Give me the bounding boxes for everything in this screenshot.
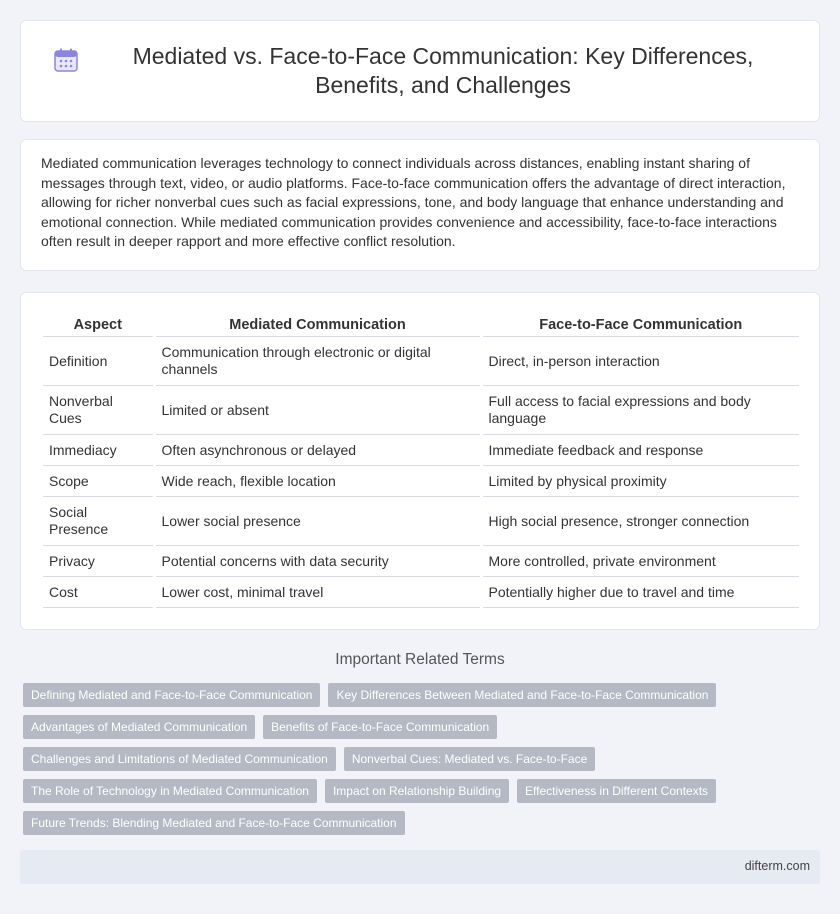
- header-aspect: Aspect: [43, 311, 154, 337]
- row-mediated: Potential concerns with data security: [154, 546, 481, 577]
- site-name[interactable]: difterm.com: [744, 859, 810, 873]
- row-aspect: Cost: [43, 577, 154, 608]
- related-term-link[interactable]: Advantages of Mediated Communication: [23, 715, 255, 739]
- calendar-icon: [52, 46, 80, 74]
- page-title: Mediated vs. Face-to-Face Communication: Key Differences, Benefits, and Challenges: [132, 43, 754, 98]
- tag-row: [23, 779, 823, 803]
- row-aspect: Privacy: [43, 546, 154, 577]
- row-aspect: Immediacy: [43, 435, 154, 466]
- related-term-link[interactable]: Nonverbal Cues: Mediated vs. Face-to-Face: [344, 747, 595, 771]
- footer: [20, 850, 820, 884]
- header-mediated: Mediated Communication: [154, 311, 481, 337]
- related-term-link[interactable]: Future Trends: Blending Mediated and Face-to-Face Communication: [23, 811, 405, 835]
- tag-row: [23, 683, 823, 707]
- row-face-to-face: Limited by physical proximity: [481, 466, 799, 497]
- related-term-link[interactable]: Benefits of Face-to-Face Communication: [263, 715, 497, 739]
- row-mediated: Communication through electronic or digital channels: [154, 337, 481, 386]
- table-row: [43, 466, 799, 497]
- table-row: [43, 435, 799, 466]
- comparison-table: [43, 311, 799, 608]
- related-term-link[interactable]: Impact on Relationship Building: [325, 779, 509, 803]
- related-term-link[interactable]: Key Differences Between Mediated and Face-to-Face Communication: [328, 683, 716, 707]
- table-row: [43, 337, 799, 386]
- related-terms-title: Important Related Terms: [335, 651, 505, 668]
- tag-row: [23, 747, 823, 771]
- row-aspect: Definition: [43, 337, 154, 386]
- row-mediated: Wide reach, flexible location: [154, 466, 481, 497]
- table-header-row: [43, 311, 799, 337]
- comparison-card: [20, 292, 820, 630]
- row-aspect: Nonverbal Cues: [43, 386, 154, 435]
- row-aspect: Scope: [43, 466, 154, 497]
- row-face-to-face: Potentially higher due to travel and time: [481, 577, 799, 608]
- row-face-to-face: Direct, in-person interaction: [481, 337, 799, 386]
- table-row: [43, 546, 799, 577]
- table-row: [43, 577, 799, 608]
- related-terms-list: [23, 683, 823, 843]
- header-face-to-face: Face-to-Face Communication: [481, 311, 799, 337]
- row-face-to-face: More controlled, private environment: [481, 546, 799, 577]
- table-row: [43, 386, 799, 435]
- related-term-link[interactable]: Challenges and Limitations of Mediated Communication: [23, 747, 336, 771]
- intro-text: Mediated communication leverages technology to connect individuals across distances, enabling instant sharing of messages through text, video, or audio platforms. Face-to-face communication offers the advantage of direct interaction, allowing for richer nonverbal cues such as facial expressions, tone, and body language that enhance understanding and emotional connection. While mediated communication provides convenience and accessibility, face-to-face interactions often result in deeper rapport and more effective conflict resolution.: [41, 155, 786, 249]
- related-term-link[interactable]: The Role of Technology in Mediated Communication: [23, 779, 317, 803]
- table-row: [43, 497, 799, 546]
- intro-card: [20, 139, 820, 271]
- tag-row: [23, 715, 823, 739]
- row-mediated: Lower social presence: [154, 497, 481, 546]
- row-mediated: Limited or absent: [154, 386, 481, 435]
- tag-row: [23, 811, 823, 835]
- row-mediated: Often asynchronous or delayed: [154, 435, 481, 466]
- row-face-to-face: High social presence, stronger connection: [481, 497, 799, 546]
- header-card: [20, 20, 820, 122]
- row-aspect: Social Presence: [43, 497, 154, 546]
- related-term-link[interactable]: Defining Mediated and Face-to-Face Communication: [23, 683, 320, 707]
- row-face-to-face: Immediate feedback and response: [481, 435, 799, 466]
- row-mediated: Lower cost, minimal travel: [154, 577, 481, 608]
- row-face-to-face: Full access to facial expressions and body language: [481, 386, 799, 435]
- related-term-link[interactable]: Effectiveness in Different Contexts: [517, 779, 716, 803]
